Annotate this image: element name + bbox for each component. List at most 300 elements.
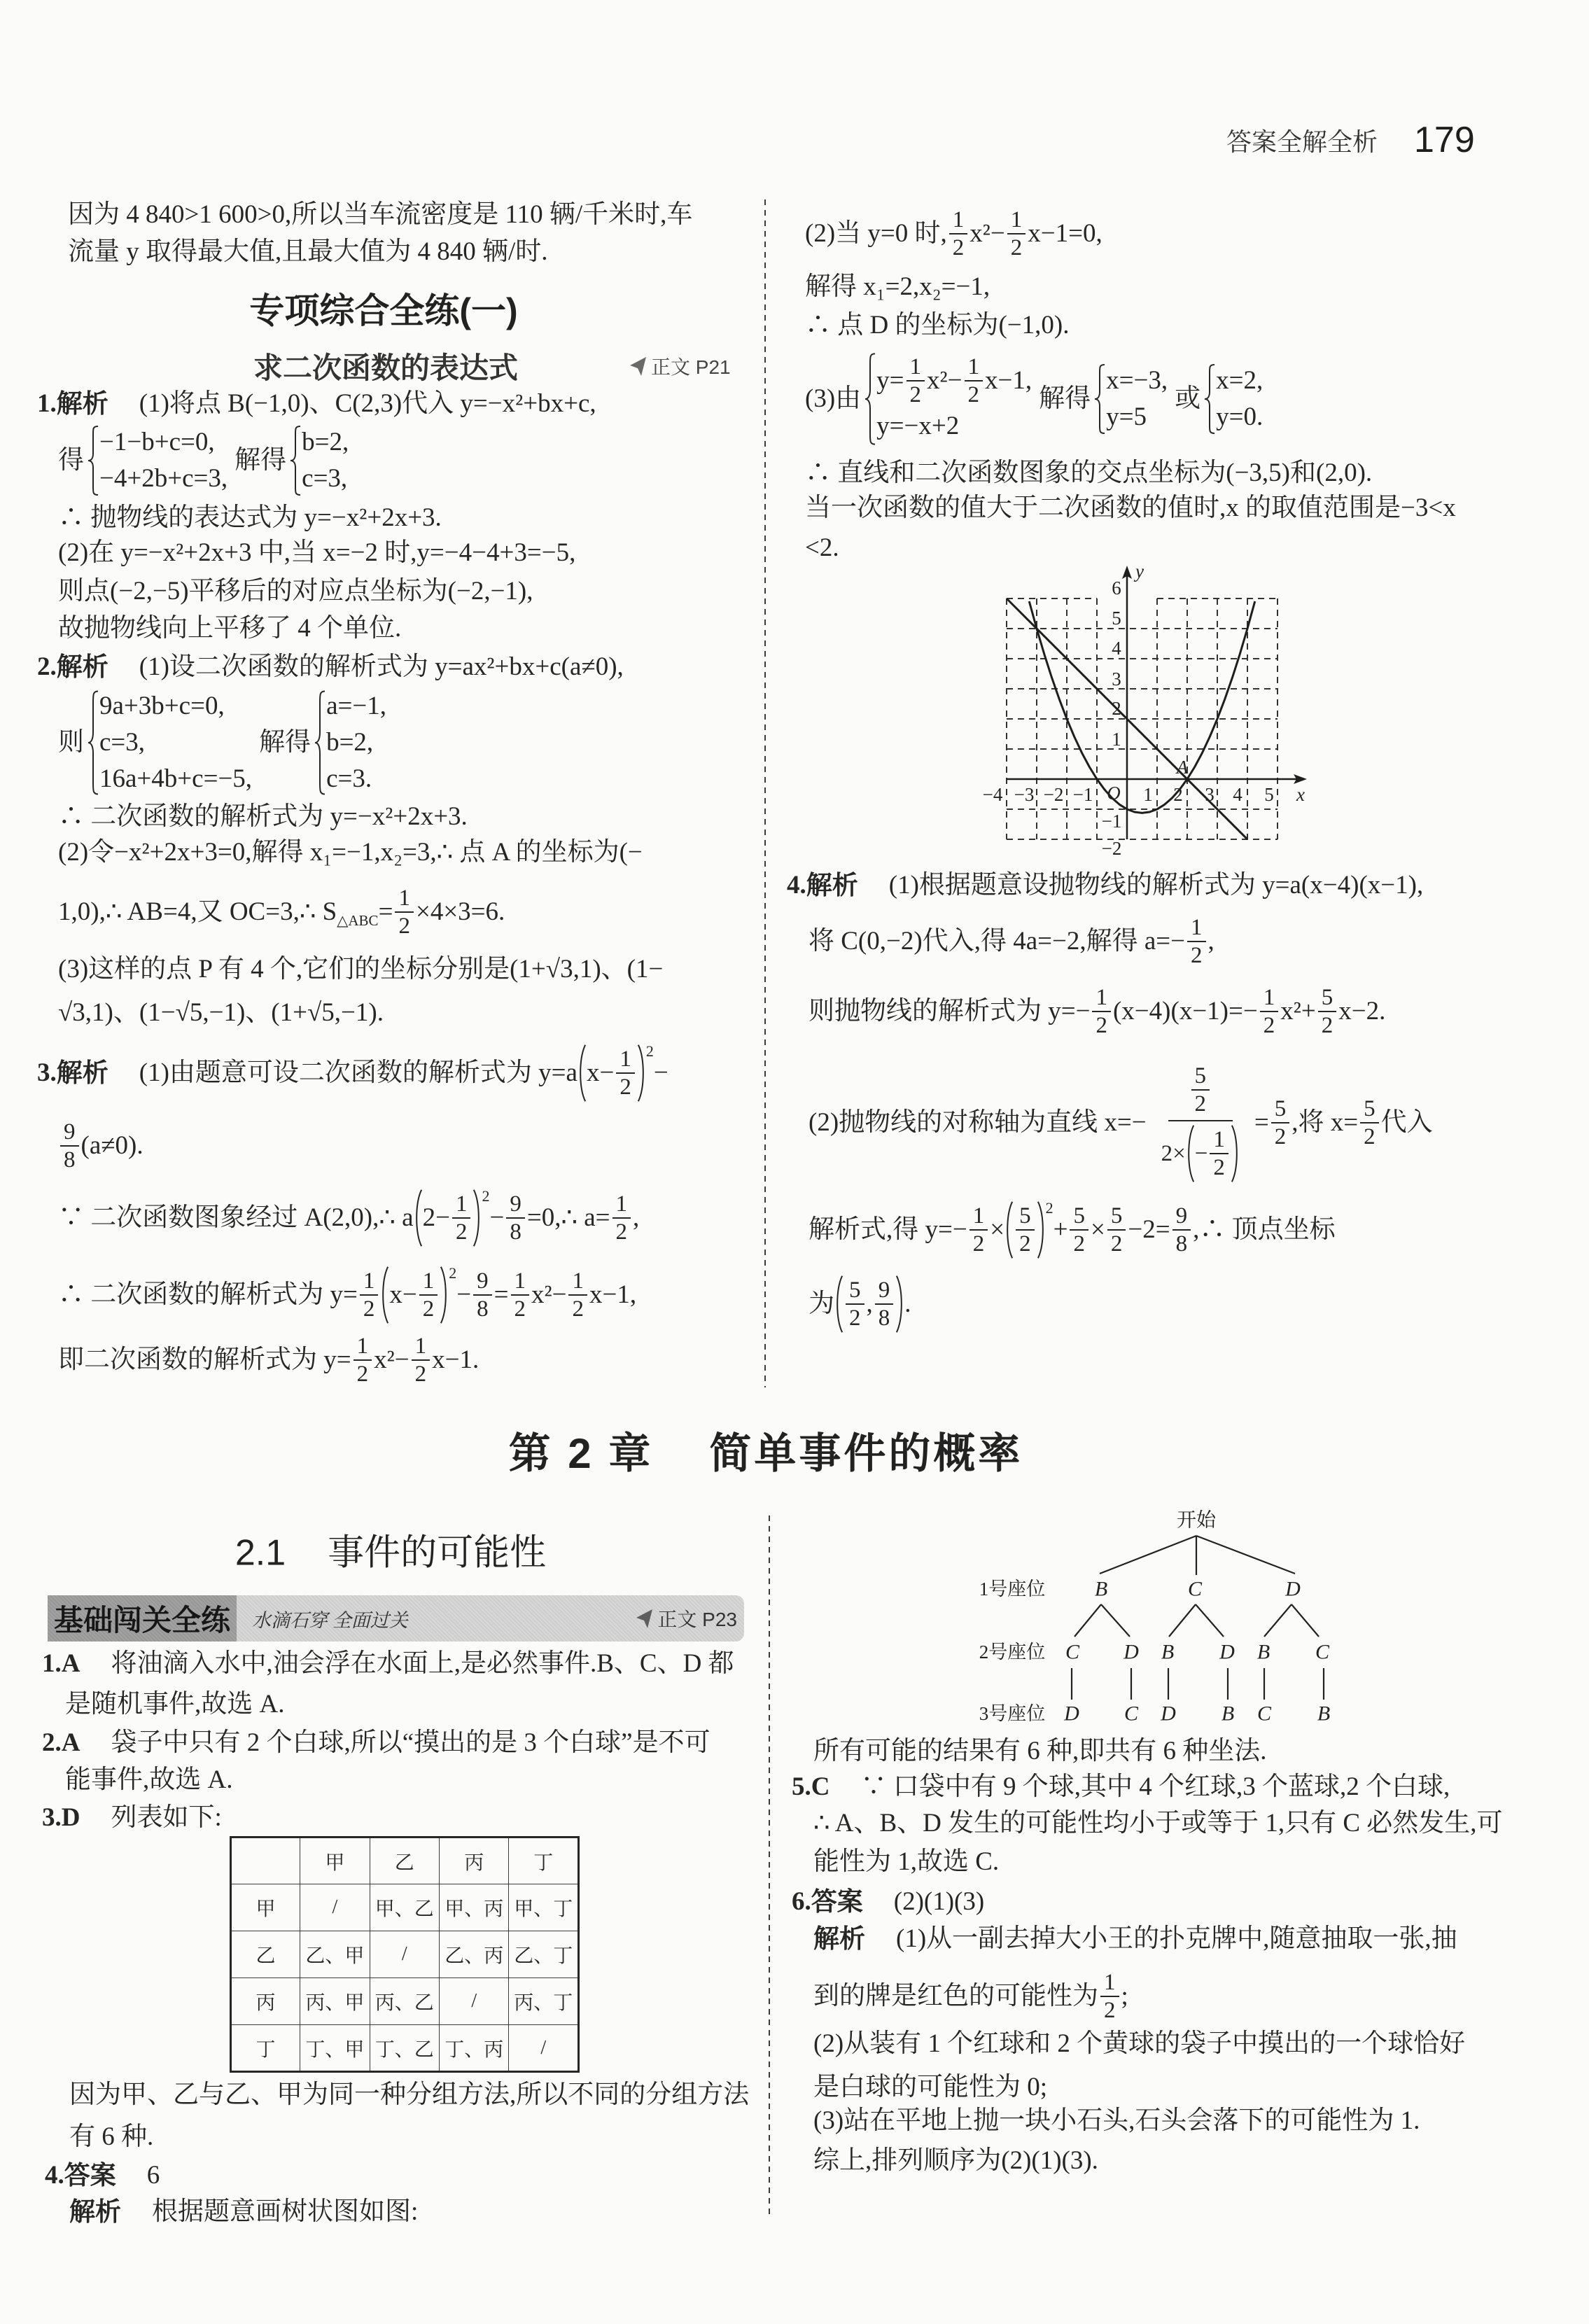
text-line — [813, 2144, 1098, 2178]
line-text: (2)从装有 1 个红球和 2 个黄球的袋子中摸出的一个球恰好 — [813, 2029, 1466, 2058]
denominator: 2 — [1321, 1013, 1334, 1038]
line-text: 故抛物线向上平移了 4 个单位. — [58, 614, 402, 643]
math-line — [808, 1063, 1433, 1183]
q1-line — [37, 387, 596, 421]
tree-diagram — [938, 1498, 1358, 1729]
x-axis-label: x — [1296, 784, 1305, 805]
equation-row: y=−x+2 — [876, 412, 960, 440]
analysis-label: 解析 — [56, 652, 108, 681]
numerator: 1 — [1100, 1969, 1119, 1997]
line-text: (1)从一副去掉大小王的扑克牌中,随意抽取一张,抽 — [896, 1924, 1457, 1953]
table-row-header: 甲 — [231, 1884, 300, 1931]
table-header-row — [231, 1837, 579, 1884]
text-line — [805, 456, 1372, 490]
y-axis-label: y — [1135, 561, 1144, 582]
denominator: 2 — [572, 1296, 584, 1322]
right-paren-icon — [472, 1189, 482, 1247]
solution-row: y=0. — [1216, 402, 1264, 431]
table-cell: / — [370, 1931, 439, 1978]
table-cell: 甲、乙 — [370, 1884, 439, 1931]
line-text: (1)由题意可设二次函数的解析式为 y=a — [139, 1058, 578, 1087]
fraction — [846, 1277, 864, 1331]
text-line — [58, 575, 533, 608]
numerator: 5 — [1360, 1096, 1379, 1124]
numerator: 1 — [1187, 914, 1206, 942]
line-text: x²− — [531, 1280, 567, 1309]
question-number: 3. — [37, 1058, 57, 1087]
table-cell: 丁、乙 — [370, 2025, 439, 2072]
table-row — [231, 1884, 579, 1931]
question-number: 2. — [37, 652, 57, 681]
tree-node: D — [1124, 1640, 1139, 1664]
section-banner — [48, 1595, 744, 1642]
question-answer-number: 3.D — [42, 1803, 80, 1832]
denominator: 2 — [972, 1231, 985, 1256]
numerator: 1 — [1210, 1126, 1228, 1154]
tree-node: B — [1094, 1577, 1108, 1601]
numerator: 1 — [616, 1046, 635, 1074]
numerator: 1 — [906, 354, 925, 382]
line-text: (2)抛物线的对称轴为直线 x=− — [808, 1108, 1147, 1137]
table-header-cell: 甲 — [300, 1837, 370, 1884]
b6-answer-line — [792, 1885, 984, 1919]
fraction — [906, 354, 925, 408]
numerator: 1 — [969, 1203, 988, 1231]
fraction — [395, 885, 414, 939]
line-text: y= — [876, 366, 904, 395]
line-text: 当一次函数的值大于二次函数的值时,x 的取值范围是−3<x — [805, 493, 1456, 522]
line-text: 有 6 种. — [69, 2122, 154, 2151]
fraction — [1360, 1096, 1379, 1150]
numerator: 9 — [506, 1191, 525, 1219]
table-cell: / — [300, 1884, 370, 1931]
numerator: 1 — [1092, 984, 1111, 1012]
line-text: ∴ 二次函数的解析式为 y=−x²+2x+3. — [58, 802, 468, 831]
line-text: 将 C(0,−2)代入,得 4a=−2,解得 a=− — [808, 927, 1185, 955]
right-paren-icon — [895, 1275, 904, 1334]
text-line — [58, 612, 401, 645]
q1-system-line — [58, 424, 349, 497]
left-brace-icon — [87, 690, 99, 795]
right-paren-icon — [440, 1266, 449, 1324]
line-text: 流量 y 取得最大值,且最大值为 4 840 辆/时. — [68, 237, 548, 266]
numerator: 5 — [1318, 984, 1337, 1012]
table-cell: 乙、丙 — [440, 1931, 509, 1978]
tree-node: C — [1187, 1577, 1203, 1601]
equation-system — [864, 353, 1032, 445]
fraction — [473, 1268, 492, 1322]
line-text: 2× — [1161, 1141, 1186, 1166]
right-paren-icon — [637, 1044, 646, 1102]
solution-row: y=5 — [1106, 402, 1147, 431]
ref-text: 正文 P23 — [657, 1609, 737, 1630]
line-text: ∴ 点 D 的坐标为(−1,0). — [805, 311, 1070, 340]
tree-node: D — [1064, 1702, 1079, 1726]
equation-system — [87, 688, 252, 797]
numerator: 9 — [875, 1277, 894, 1305]
text-line — [805, 309, 1069, 342]
text-line — [65, 1688, 284, 1721]
table-row-header: 乙 — [231, 1931, 300, 1978]
table-cell: 丙、丁 — [509, 1978, 579, 2025]
table-row — [231, 1978, 579, 2025]
x-tick-label: 5 — [1264, 784, 1274, 805]
line-text: ∴ A、B、D 发生的可能性均小于或等于 1,只有 C 必然发生,可 — [813, 1809, 1503, 1837]
line-text: 即二次函数的解析式为 y= — [58, 1345, 351, 1374]
section-number: 2.1 — [234, 1532, 286, 1574]
denominator: 2 — [1019, 1231, 1031, 1256]
question-number: 1. — [37, 389, 57, 418]
left-brace-icon — [314, 690, 326, 795]
numerator: 1 — [612, 1191, 631, 1219]
line-text: x²+ — [1280, 997, 1316, 1026]
line-text: (x−4)(x−1)=− — [1112, 997, 1258, 1026]
line-text: − — [1194, 1141, 1208, 1166]
left-paren-icon — [834, 1275, 844, 1334]
numerator: 1 — [395, 885, 414, 913]
text-line — [805, 531, 839, 565]
math-line — [808, 1275, 911, 1334]
y-tick-label: 1 — [1112, 729, 1121, 750]
line-text: (a≠0). — [80, 1131, 144, 1160]
fraction — [1007, 206, 1026, 261]
left-brace-icon — [1093, 364, 1106, 434]
point-a-label: A — [1176, 757, 1189, 778]
denominator: 8 — [477, 1296, 489, 1322]
math-line — [58, 885, 505, 939]
text-line — [813, 2104, 1420, 2138]
denominator: 2 — [1096, 1013, 1107, 1038]
line-text: 将油滴入水中,油会浮在水面上,是必然事件.B、C、D 都 — [111, 1649, 734, 1678]
equation-row: 9a+3b+c=0, — [99, 692, 225, 720]
tree-node: B — [1221, 1702, 1235, 1726]
denominator: 2 — [1010, 235, 1023, 260]
fraction — [506, 1191, 525, 1245]
math-line — [58, 1119, 144, 1173]
text-line — [65, 1763, 232, 1797]
math-line — [805, 206, 1102, 261]
subscript: △ABC — [337, 912, 379, 929]
table-header-cell: 乙 — [370, 1837, 439, 1884]
solve-label: 解得 — [1039, 384, 1091, 413]
table-cell: 丙、乙 — [370, 1978, 439, 2025]
line-text: 2− — [422, 1203, 450, 1232]
y-tick-label: 2 — [1112, 698, 1121, 719]
line-text: −2= — [1128, 1215, 1170, 1244]
denominator: 2 — [1274, 1124, 1287, 1149]
table-cell: 丙、甲 — [300, 1978, 370, 2025]
question-answer-number: 5.C — [792, 1772, 830, 1801]
tree-node: C — [1256, 1702, 1272, 1726]
line-text: x− — [389, 1280, 417, 1309]
question-number: 6. — [792, 1887, 811, 1916]
text-line — [69, 2078, 749, 2112]
line-text: = — [378, 897, 393, 926]
line-text: , — [633, 1203, 640, 1232]
line-text: ,将 x= — [1292, 1108, 1359, 1137]
section-title — [235, 1523, 546, 1576]
left-paren-icon — [380, 1266, 389, 1324]
chapter-title — [509, 1420, 1023, 1480]
tree-row-label: 1号座位 — [979, 1578, 1046, 1600]
y-tick-label: 6 — [1112, 578, 1121, 598]
line-text: x²− — [374, 1345, 410, 1374]
denominator: 2 — [620, 1074, 631, 1100]
math-line — [808, 914, 1214, 969]
math-line — [58, 1189, 639, 1247]
line-text: 解析式,得 y=− — [808, 1215, 967, 1244]
math-line — [808, 984, 1385, 1039]
compound-numerator — [1168, 1063, 1233, 1121]
denominator: 2 — [1364, 1124, 1376, 1149]
exponent: 2 — [645, 1042, 654, 1060]
b2-line — [42, 1726, 710, 1760]
line-text: ∵ 二次函数图象经过 A(2,0),∴ a — [58, 1203, 414, 1232]
fraction — [360, 1268, 379, 1322]
y-tick-label: −1 — [1101, 811, 1122, 832]
denominator: 2 — [1194, 1091, 1207, 1116]
numerator: 1 — [354, 1333, 372, 1361]
solution-row: c=3, — [302, 464, 348, 493]
solution-row: a=−1, — [326, 692, 386, 720]
line-text: 则抛物线的解析式为 y=− — [808, 997, 1091, 1026]
line-text: (2)在 y=−x²+2x+3 中,当 x=−2 时,y=−4−4+3=−5, — [58, 538, 576, 567]
fraction — [965, 354, 983, 408]
fraction — [616, 1046, 635, 1100]
line-text: (1)设二次函数的解析式为 y=ax²+bx+c(a≠0), — [139, 652, 624, 681]
text-line — [58, 996, 384, 1030]
y-tick-label: 3 — [1112, 668, 1121, 690]
chapter-number: 第 2 章 — [508, 1430, 654, 1477]
solution-row: b=2, — [326, 728, 374, 757]
table-row — [231, 1931, 579, 1978]
x-tick-label: 4 — [1233, 784, 1242, 805]
fraction — [1318, 984, 1337, 1039]
question-answer-number: 1.A — [42, 1649, 80, 1678]
solution-row: x=2, — [1216, 366, 1264, 395]
line-text: x−1, — [589, 1280, 637, 1309]
line-text: 解得 x₁=2,x₂=−1, — [805, 272, 990, 301]
line-text: 袋子中只有 2 个白球,所以“摸出的是 3 个白球”是不可 — [111, 1728, 710, 1757]
x-tick-label: 3 — [1205, 784, 1214, 805]
system-lead: (3)由 — [805, 384, 862, 413]
solution-row: b=2, — [302, 428, 349, 456]
text-line — [813, 2071, 1047, 2104]
special-exercise-title: 专项综合全练(一) — [249, 291, 518, 330]
tree-node: B — [1317, 1702, 1331, 1726]
line-text: 根据题意画树状图如图: — [152, 2197, 419, 2226]
solve-label: 解得 — [259, 728, 312, 757]
ref-text: 正文 P21 — [651, 356, 731, 378]
equation-row: −1−b+c=0, — [99, 428, 215, 456]
left-brace-icon — [1203, 364, 1216, 434]
numerator: 1 — [452, 1191, 471, 1219]
fraction — [969, 1203, 988, 1257]
denominator: 2 — [1191, 943, 1203, 968]
denominator: 2 — [414, 1362, 427, 1387]
math-line — [58, 1333, 479, 1387]
left-paren-icon — [578, 1044, 587, 1102]
left-paren-icon — [414, 1189, 423, 1247]
banner-label: 基础闯关全练 — [48, 1595, 237, 1642]
tree-node: C — [1315, 1640, 1330, 1664]
denominator: 2 — [849, 1306, 861, 1331]
fraction — [1070, 1203, 1088, 1257]
table-cell: / — [440, 1978, 509, 2025]
line-text: = — [1254, 1108, 1269, 1137]
answer-label: 答案 — [64, 2161, 116, 2190]
denominator: 2 — [1213, 1155, 1225, 1180]
line-text: ∴ 抛物线的表达式为 y=−x²+2x+3. — [58, 503, 442, 532]
fraction — [1187, 914, 1206, 969]
denominator: 8 — [1175, 1231, 1188, 1256]
denominator: 2 — [356, 1362, 369, 1387]
y-tick-label: −2 — [1101, 838, 1122, 859]
textbook-page-ref — [629, 352, 731, 380]
b1-line — [42, 1647, 734, 1681]
numerator: 5 — [1107, 1203, 1126, 1231]
numerator: 1 — [419, 1268, 438, 1296]
denominator: 2 — [514, 1296, 526, 1322]
y-tick-label: 5 — [1112, 608, 1121, 629]
numerator: 5 — [1191, 1063, 1210, 1091]
solution-system — [1093, 363, 1168, 435]
column-divider-bottom — [769, 1516, 770, 2216]
question-number: 4. — [45, 2161, 64, 2190]
denominator: 2 — [455, 1219, 468, 1245]
line-text: =0,∴ a= — [526, 1203, 610, 1232]
solve-label: 解得 — [234, 446, 287, 475]
compound-fraction — [1149, 1063, 1252, 1183]
equation-system — [87, 424, 227, 497]
left-paren-icon — [1186, 1124, 1195, 1183]
fraction — [1172, 1203, 1191, 1257]
equation-row: 16a+4b+c=−5, — [99, 764, 253, 793]
q3-line — [37, 1044, 668, 1102]
fraction — [1016, 1203, 1035, 1257]
text-line — [805, 491, 1456, 525]
fraction — [875, 1277, 894, 1331]
line-text: 所有可能的结果有 6 种,即共有 6 种坐法. — [813, 1737, 1267, 1765]
tree-row-label: 2号座位 — [979, 1642, 1046, 1662]
analysis-label: 解析 — [806, 871, 858, 899]
line-text: x−1=0, — [1028, 219, 1102, 248]
math-line — [58, 1266, 636, 1324]
q4-line — [787, 869, 1423, 902]
solution-system — [289, 424, 349, 497]
denominator: 2 — [615, 1219, 628, 1245]
left-brace-icon — [864, 353, 876, 445]
function-graph — [952, 553, 1330, 868]
grouping-table — [230, 1836, 580, 2073]
denominator: 2 — [1110, 1231, 1123, 1256]
question-number: 4. — [787, 871, 806, 899]
text-line — [68, 235, 548, 269]
table-cell: 乙、甲 — [300, 1931, 370, 1978]
equation-row: c=3, — [99, 728, 146, 757]
line-text: + — [1053, 1215, 1068, 1244]
table-header-cell — [231, 1837, 300, 1884]
line-text: − — [653, 1058, 668, 1087]
line-text: ∴ 二次函数的解析式为 y= — [58, 1280, 358, 1309]
header-section-title: 答案全解全析 — [1226, 127, 1378, 156]
line-text: 代入 — [1380, 1108, 1433, 1137]
x-tick-label: −3 — [1014, 784, 1035, 805]
fraction — [452, 1191, 471, 1245]
line-text: x− — [586, 1058, 615, 1087]
line-text: 1,0),∴ AB=4,又 OC=3,∴ S — [58, 897, 337, 926]
numerator: 1 — [412, 1333, 430, 1361]
y-tick-label: 4 — [1112, 638, 1121, 659]
solution-row: c=3. — [326, 764, 372, 793]
q3-part3-system-line — [805, 353, 1263, 445]
right-paren-icon — [1037, 1200, 1046, 1259]
exponent: 2 — [1045, 1199, 1054, 1217]
text-line — [813, 1845, 999, 1879]
tree-node: D — [1219, 1640, 1235, 1664]
left-brace-icon — [289, 426, 302, 496]
numerator: 1 — [511, 1268, 530, 1296]
text-line — [813, 2027, 1465, 2061]
table-row — [231, 2025, 579, 2072]
line-text: ,∴ 顶点坐标 — [1193, 1215, 1336, 1244]
fraction — [612, 1191, 631, 1245]
line-text: 为 — [808, 1289, 834, 1318]
text-line — [58, 836, 643, 869]
tree-node: B — [1256, 1640, 1270, 1664]
b4-analysis-line — [69, 2195, 418, 2229]
tree-node: C — [1065, 1640, 1080, 1664]
line-text: 能事件,故选 A. — [65, 1765, 233, 1794]
line-text: ∵ 口袋中有 9 个球,其中 4 个红球,3 个蓝球,2 个白球, — [860, 1772, 1450, 1801]
numerator: 1 — [360, 1268, 379, 1296]
text-line — [58, 953, 663, 986]
x-tick-label: −2 — [1043, 784, 1064, 805]
fraction — [949, 206, 968, 261]
denominator: 2 — [1104, 1998, 1116, 2023]
numerator: 1 — [1007, 206, 1026, 234]
fraction — [568, 1268, 587, 1322]
line-text: , — [866, 1289, 873, 1318]
line-text: (2)令−x²+2x+3=0,解得 x₁=−1,x₂=3,∴ 点 A 的坐标为(− — [58, 838, 643, 867]
denominator: 2 — [1263, 1013, 1275, 1038]
origin-label: O — [1107, 783, 1121, 804]
line-text: 到的牌是红色的可能性为 — [813, 1982, 1098, 2010]
line-text: 是随机事件,故选 A. — [65, 1690, 285, 1718]
denominator: 8 — [64, 1147, 76, 1172]
answer-value: (2)(1)(3) — [893, 1887, 985, 1916]
line-text: × — [1090, 1215, 1105, 1244]
line-text: x−1. — [432, 1345, 479, 1374]
text-line — [68, 198, 692, 232]
table-header-cell: 丁 — [509, 1837, 579, 1884]
numerator: 9 — [473, 1268, 492, 1296]
fraction — [1092, 984, 1111, 1039]
tree-node: D — [1285, 1577, 1301, 1601]
q2-system-line — [58, 688, 386, 797]
system-lead: 则 — [58, 728, 84, 757]
system-lead: 得 — [58, 446, 84, 475]
table-row-header: 丙 — [231, 1978, 300, 2025]
line-text: 因为甲、乙与乙、甲为同一种分组方法,所以不同的分组方法 — [69, 2080, 750, 2109]
line-text: ∴ 直线和二次函数图象的交点坐标为(−3,5)和(2,0). — [805, 458, 1373, 487]
numerator: 9 — [60, 1119, 79, 1147]
x-tick-label: 2 — [1173, 784, 1183, 805]
fraction — [1107, 1203, 1126, 1257]
line-text: − — [456, 1280, 472, 1309]
banner-slogan: 水滴石穿 全面过关 — [252, 1609, 408, 1631]
tree-node: B — [1161, 1640, 1175, 1664]
